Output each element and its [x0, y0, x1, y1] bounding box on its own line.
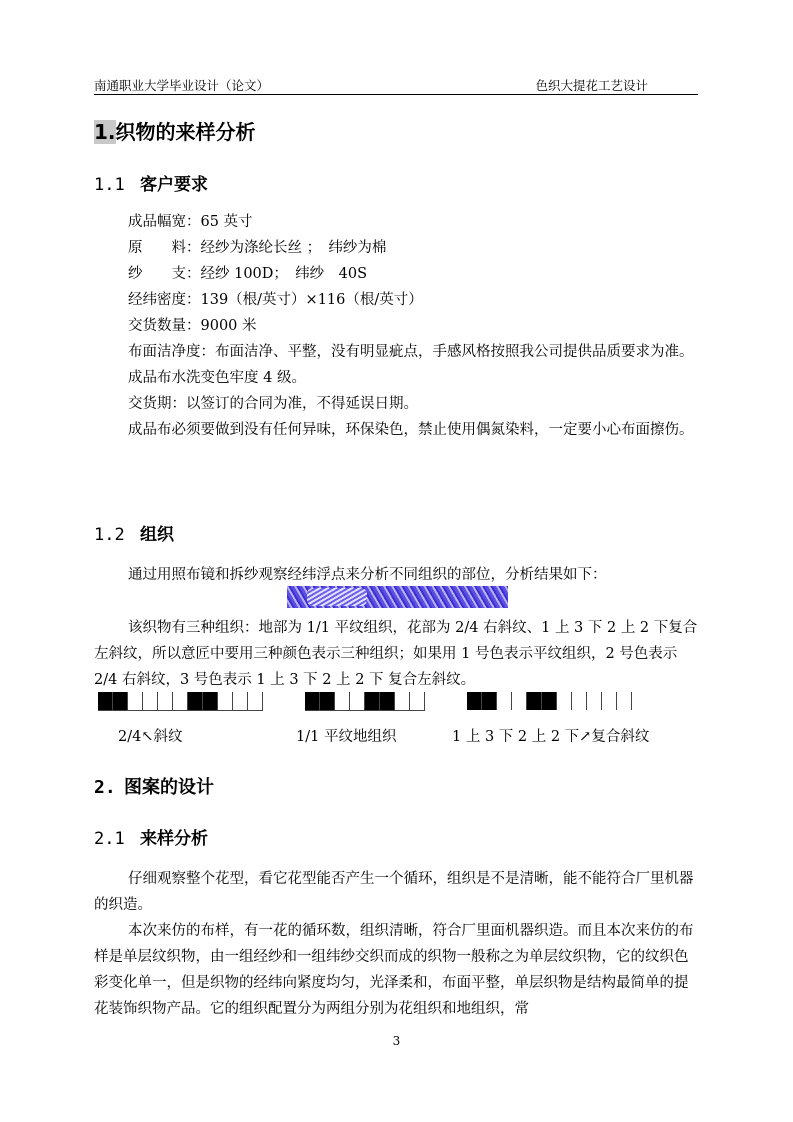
- req-delivery: 交货期：以签订的合同为准，不得延误日期。: [128, 396, 418, 412]
- section-2-1-number: 2.1: [94, 829, 125, 849]
- section-1-heading: [94, 116, 256, 145]
- section-1-2-heading: [94, 520, 174, 545]
- section-2-title: 图案的设计: [124, 777, 214, 798]
- req-density: 经纬密度：139（根/英寸）×116（根/英寸）: [128, 292, 423, 308]
- req-fastness: 成品布水洗变色牢度 4 级。: [128, 370, 306, 386]
- page-number: 3: [392, 1034, 401, 1048]
- analysis-paragraph-2: 本次来仿的布样，有一花的循环数，组织清晰，符合厂里面机器织造。而且本次来仿的布样是单层纹织物，由一组经纱和一组纬纱交织而成的织物一般称之为单层纹织物，它的纹织色彩变化单一，但是织物的经纬向紧度均匀，光泽柔和，布面平整，单层织物是结构最简单的提花装饰织物产品。它的组织配置分为两组分别为花组织和地组织，常: [94, 923, 694, 1017]
- header-school: 南通职业大学毕业设计（论文）: [94, 78, 270, 93]
- caption-plain: 1/1 平纹地组织: [296, 729, 397, 745]
- plain-weave-diagram: [305, 692, 425, 711]
- twill-2-4-diagram: [98, 692, 263, 711]
- section-1-number: 1.: [94, 120, 116, 144]
- weaves-description: 该织物有三种组织：地部为 1/1 平纹组织，花部为 2/4 右斜纹、1 上 3 下 2 上 2 下复合左斜纹，所以意匠中要用三种颜色表示三种组织；如果用 1 号色表示平纹组织，2 号色表示 2/4 右斜纹，3 号色表示 1 上 3 下 2 上 2 下 复合左斜纹。: [94, 620, 698, 688]
- req-yarn-count: 纱 支：经纱 100D； 纬纱 40S: [128, 266, 368, 282]
- section-1-2-title: 组织: [140, 525, 174, 545]
- analysis-paragraph-1: 仔细观察整个花型，看它花型能否产生一个循环，组织是不是清晰，能不能符合厂里机器的织造。: [94, 871, 694, 913]
- header-title: 色织大提花工艺设计: [535, 78, 648, 93]
- req-cleanliness: 布面洁净度：布面洁净、平整，没有明显疵点，手感风格按照我公司提供品质要求为准。: [128, 344, 694, 360]
- section-1-2-number: 1.2: [94, 525, 125, 545]
- section-2-1-heading: [94, 824, 208, 849]
- section-1-title: 织物的来样分析: [115, 120, 256, 144]
- caption-compound: 1 上 3 下 2 上 2 下↗复合斜纹: [452, 729, 650, 745]
- req-eco: 成品布必须要做到没有任何异味，环保染色，禁止使用偶氮染料，一定要小心布面擦伤。: [128, 422, 694, 438]
- section-1-1-title: 客户要求: [140, 175, 208, 195]
- section-1-1-heading: [94, 170, 208, 195]
- caption-twill: 2/4↖斜纹: [118, 729, 183, 745]
- section-2-1-title: 来样分析: [140, 829, 208, 849]
- requirements-list: [94, 209, 700, 443]
- section-2-number: 2.: [94, 777, 116, 798]
- compound-twill-diagram: [467, 692, 632, 710]
- req-quantity: 交货数量：9000 米: [128, 318, 257, 334]
- section-1-1-number: 1.1: [94, 175, 125, 195]
- fabric-sample-image: [287, 586, 508, 608]
- req-width: 成品幅宽：65 英寸: [128, 214, 253, 230]
- req-material: 原 料：经纱为涤纶长丝 ； 纬纱为棉: [128, 240, 387, 256]
- analysis-method: 通过用照布镜和拆纱观察经纬浮点来分析不同组织的部位，分析结果如下：: [128, 567, 607, 583]
- page-header: [94, 76, 698, 95]
- section-2-heading: [94, 773, 214, 799]
